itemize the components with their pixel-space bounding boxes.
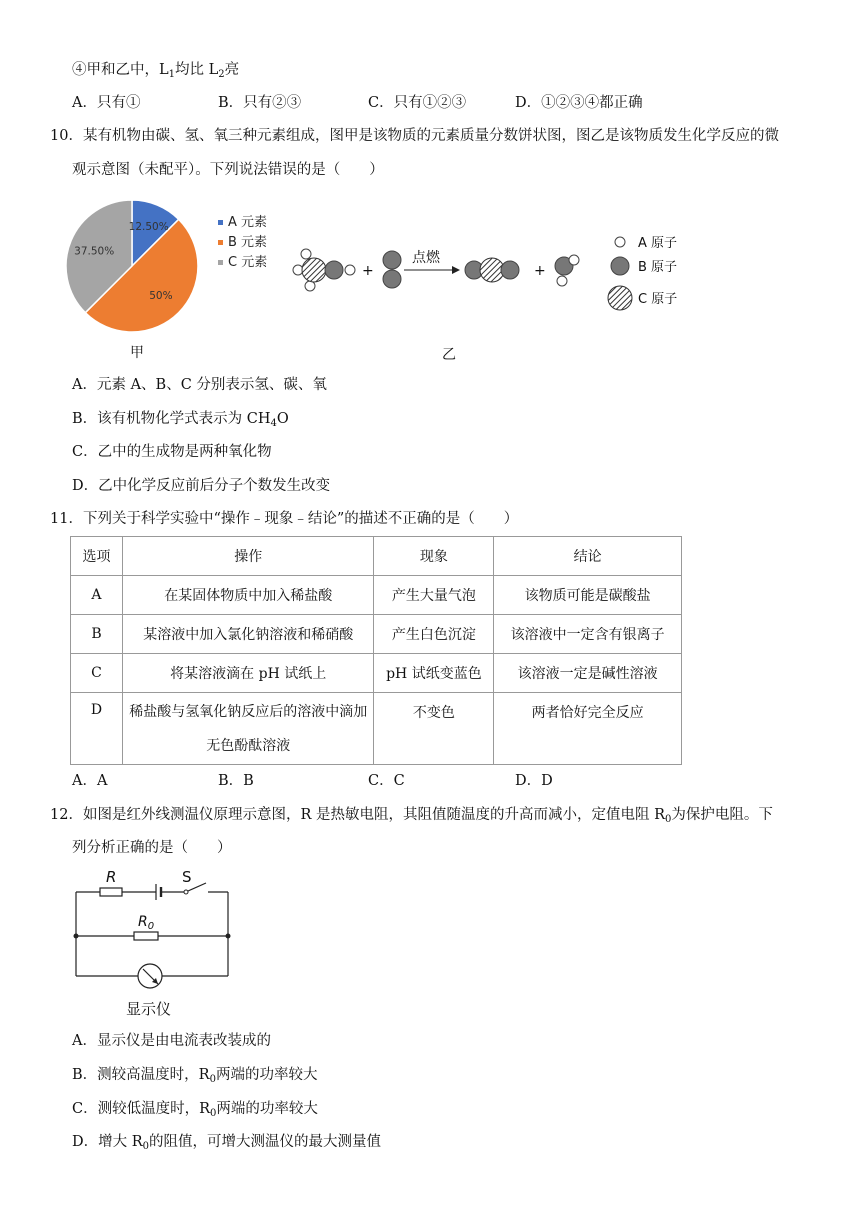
table-header: 现象	[374, 537, 494, 576]
atom-c	[302, 258, 326, 282]
pie-legend	[218, 215, 267, 270]
table-cell: B	[71, 615, 123, 654]
q12-option-d[interactable]: D．增大 $R_0$的阻值，可增大测温仪的最大测量值	[72, 1134, 382, 1152]
table-cell: 产生白色沉淀	[374, 615, 494, 654]
table-cell: A	[71, 576, 123, 615]
svg-text:S: S	[182, 868, 192, 886]
table-cell: 产生大量气泡	[374, 576, 494, 615]
q11-option-c[interactable]: C．C	[368, 773, 405, 789]
q11-option-b[interactable]: B．B	[218, 773, 254, 789]
table-cell: 稀盐酸与氢氧化钠反应后的溶液中滴加无色酚酞溶液	[122, 693, 374, 765]
legend-atom-b-icon	[611, 257, 629, 275]
table-cell: 某溶液中加入氯化钠溶液和稀硝酸	[122, 615, 374, 654]
reaction-diagram	[284, 228, 694, 318]
q12-option-c[interactable]: C．测较低温度时，$R_0$两端的功率较大	[72, 1101, 318, 1119]
legend-atom-a-label: A 原子	[638, 236, 678, 251]
table-cell: 该溶液一定是碱性溶液	[494, 654, 682, 693]
legend-label: B 元素	[228, 235, 268, 250]
caption-jia: 甲	[130, 345, 144, 361]
table-row	[71, 615, 682, 654]
table-header-row	[71, 537, 682, 576]
svg-text:显示仪: 显示仪	[126, 1000, 172, 1018]
q12-stem-line2: 列分析正确的是（ ）	[72, 840, 232, 856]
q12-stem-line1: 12．如图是红外线测温仪原理示意图，R 是热敏电阻，其阻值随温度的升高而减小，定值电阻 $R_0$为保护电阻。下	[50, 807, 773, 825]
legend-atom-c-label: C 原子	[638, 292, 678, 307]
q10-stem-line2: 观示意图（未配平）。下列说法错误的是（ ）	[72, 162, 384, 178]
q12-option-a[interactable]: A．显示仪是由电流表改装成的	[72, 1033, 271, 1049]
q11-option-a[interactable]: A．A	[72, 773, 108, 789]
q9-option-b[interactable]: B．只有②③	[218, 95, 302, 111]
plus-sign: +	[362, 263, 374, 279]
table-row	[71, 576, 682, 615]
table-row	[71, 693, 682, 765]
arrow-head	[452, 266, 460, 274]
legend-atom-c-icon	[608, 286, 632, 310]
atom-a	[301, 249, 311, 259]
q11-option-d[interactable]: D．D	[515, 773, 553, 789]
q10-option-a[interactable]: A．元素 A、B、C 分别表示氢、碳、氧	[72, 377, 327, 393]
table-row	[71, 654, 682, 693]
q9-option-d[interactable]: D．①②③④都正确	[515, 95, 643, 111]
atom-b	[501, 261, 519, 279]
atom-a	[569, 255, 579, 265]
atom-b	[383, 270, 401, 288]
q9-option-c[interactable]: C．只有①②③	[368, 95, 467, 111]
resistor-r0	[134, 932, 158, 940]
reactant-oxygen-molecule	[383, 251, 401, 288]
q10-option-b[interactable]: B．该有机物化学式表示为 $CH_4O$	[72, 411, 289, 429]
reactant-organic-molecule	[293, 249, 355, 291]
legend-swatch	[218, 240, 223, 245]
pie-data-label: 37.50%	[74, 245, 115, 258]
pie-data-label: 50%	[149, 289, 173, 302]
table-header: 选项	[71, 537, 123, 576]
atom-c	[480, 258, 504, 282]
atom-a	[557, 276, 567, 286]
atom-a	[305, 281, 315, 291]
q11-stem: 11．下列关于科学实验中“操作﹣现象﹣结论”的描述不正确的是（ ）	[50, 511, 519, 527]
table-cell: 不变色	[374, 693, 494, 765]
product-co2-molecule	[465, 258, 519, 282]
table-cell: C	[71, 654, 123, 693]
table-cell: pH 试纸变蓝色	[374, 654, 494, 693]
table-header: 操作	[122, 537, 374, 576]
legend-label: A 元素	[228, 215, 268, 230]
table-cell: 在某固体物质中加入稀盐酸	[122, 576, 374, 615]
table-cell: 该溶液中一定含有银离子	[494, 615, 682, 654]
q10-option-c[interactable]: C．乙中的生成物是两种氧化物	[72, 444, 272, 460]
q10-stem-line1: 10．某有机物由碳、氢、氧三种元素组成，图甲是该物质的元素质量分数饼状图，图乙是该物质发生化学反应的微	[50, 128, 779, 144]
product-water-molecule	[555, 255, 579, 286]
reaction-label: 点燃	[412, 250, 440, 266]
atom-b	[325, 261, 343, 279]
pie-chart	[60, 192, 290, 338]
table-cell: 将某溶液滴在 pH 试纸上	[122, 654, 374, 693]
svg-text:R: R	[106, 868, 117, 886]
svg-text:R0: $R_0$	[138, 914, 155, 932]
table-cell: 两者恰好完全反应	[494, 693, 682, 765]
atom-b	[383, 251, 401, 269]
legend-atom-a-icon	[615, 237, 625, 247]
q9-item4: ④甲和乙中，$L_1$均比 $L_2$亮	[72, 62, 240, 80]
table-cell: D	[71, 693, 123, 765]
table-cell: 该物质可能是碳酸盐	[494, 576, 682, 615]
thermistor-r	[100, 888, 122, 896]
pie-data-label: 12.50%	[128, 220, 169, 233]
experiment-table	[70, 536, 682, 765]
atom-a	[345, 265, 355, 275]
table-header: 结论	[494, 537, 682, 576]
q12-option-b[interactable]: B．测较高温度时，$R_0$两端的功率较大	[72, 1067, 318, 1085]
legend-label: C 元素	[228, 255, 268, 270]
plus-sign: +	[534, 263, 546, 279]
q10-option-d[interactable]: D．乙中化学反应前后分子个数发生改变	[72, 478, 331, 494]
legend-swatch	[218, 260, 223, 265]
caption-yi: 乙	[442, 347, 456, 363]
legend-atom-b-label: B 原子	[638, 260, 678, 275]
legend-swatch	[218, 220, 223, 225]
q9-option-a[interactable]: A．只有①	[72, 95, 141, 111]
circuit-diagram	[66, 866, 242, 1022]
